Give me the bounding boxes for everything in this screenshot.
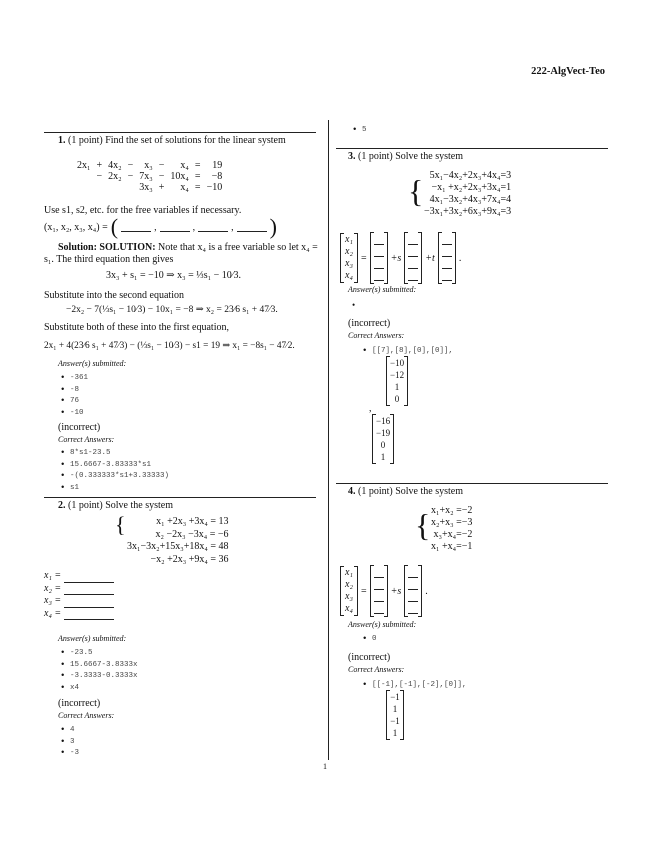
correct-list: [58, 448, 169, 494]
correct-label: Correct Answers:: [58, 435, 115, 444]
equation-row: 2x₁ + 4x₂ − x₃ − x₄ = 19: [77, 160, 223, 171]
system-brace: {: [115, 512, 126, 537]
particular-vector[interactable]: [370, 232, 388, 284]
correct-label: Correct Answers:: [348, 665, 405, 674]
list-item: • -361: [58, 373, 88, 385]
list-item: • s1: [58, 483, 169, 495]
answer-blank-x4[interactable]: [64, 610, 114, 620]
submitted-label: Answer(s) submitted:: [58, 634, 127, 643]
vector-answer-row: x₁ x₂ x₃ x₄ = +s .: [340, 565, 428, 617]
list-item: • 5: [350, 125, 367, 137]
problem-1-header: 1. (1 point) Find the set of solutions for the linear system: [58, 135, 286, 146]
x-vector: x₁ x₂ x₃ x₄: [340, 566, 358, 616]
solution-step-3-intro: Substitute both of these into the first equation,: [44, 322, 229, 333]
particular-vector[interactable]: [370, 565, 388, 617]
answer-blank-x2[interactable]: [160, 222, 190, 232]
vector-comma: ,: [369, 403, 372, 414]
problem-2-answers: x₁ = x₂ = x₃ = x₄ =: [44, 570, 114, 620]
list-item: • -23.5: [58, 648, 138, 660]
submitted-list: [58, 373, 88, 419]
problem-2-system: x₁ +2x₃ +3x₄ = 13 x₂ −2x₃ −3x₄ = −6 3x₁−3x₂+15x₃+18x₄ = 48 −x₂ +2x₃ +9x₄ = 36: [127, 516, 229, 565]
vector-answer-row: x₁ x₂ x₃ x₄ = +s +t .: [340, 232, 461, 284]
submitted-label: Answer(s) submitted:: [58, 359, 127, 368]
solution-intro: Solution: SOLUTION: Note that x₄ is a free variable so let x₄ = s₁. The third equation then gives: [44, 242, 318, 265]
list-item: • 8*s1-23.5: [58, 448, 169, 460]
correct-label: Correct Answers:: [348, 331, 405, 340]
list-item: • -10: [58, 408, 88, 420]
correct-vector-1: −1 1 −1 1: [386, 690, 404, 740]
submitted-list: [350, 300, 365, 312]
column-divider: [328, 120, 329, 760]
list-item: • 15.6667-3.8333x: [58, 660, 138, 672]
status-incorrect: (incorrect): [348, 318, 391, 329]
rule-p3: [336, 148, 608, 149]
continued-list: [350, 125, 367, 137]
problem-1-system: [74, 160, 225, 193]
answer-blank-x3[interactable]: [198, 222, 228, 232]
list-item: • x4: [58, 683, 138, 695]
list-item: • -3.3333-0.3333x: [58, 671, 138, 683]
problem-2-header: 2. (1 point) Solve the system: [58, 500, 173, 511]
system-brace: {: [415, 507, 431, 543]
problem-4-header: 4. (1 point) Solve the system: [348, 486, 463, 497]
correct-vector-1: −10 −12 1 0: [386, 356, 408, 406]
submitted-list: [360, 634, 377, 646]
s-vector[interactable]: [404, 565, 422, 617]
status-incorrect: (incorrect): [348, 652, 391, 663]
answer-blank-x1[interactable]: [121, 222, 151, 232]
problem-3-header: 3. (1 point) Solve the system: [348, 151, 463, 162]
list-item: • 4: [58, 725, 79, 737]
correct-vector-2: −16 −19 0 1: [372, 414, 394, 464]
x-vector: x₁ x₂ x₃ x₄: [340, 233, 358, 283]
free-variable-note: Use s1, s2, etc. for the free variables if necessary.: [44, 205, 242, 216]
list-item: • 0: [360, 634, 377, 646]
correct-list: • [[7],[8],[0],[0]],: [360, 346, 453, 358]
system-brace: {: [408, 173, 424, 209]
answer-blank-x4[interactable]: [237, 222, 267, 232]
problem-3-system: 5x₁−4x₂+2x₃+4x₄=3 −x₁ +x₂+2x₃+3x₄=1 4x₁−3x₂+4x₃+7x₄=4 −3x₁+3x₂+6x₃+9x₄=3: [424, 170, 512, 217]
solution-step-2: −2x₂ − 7(⅓s₁ − 10⁄3) − 10x₁ = −8 ⇒ x₂ = 23⁄6 s₁ + 47⁄3.: [66, 305, 278, 315]
submitted-label: Answer(s) submitted:: [348, 620, 417, 629]
solution-step-2-intro: Substitute into the second equation: [44, 290, 184, 301]
document-code: 222-AlgVect-Teo: [531, 66, 605, 77]
list-item: • -3: [58, 748, 79, 760]
status-incorrect: (incorrect): [58, 698, 101, 709]
submitted-list: [58, 648, 138, 694]
list-item: • 76: [58, 396, 88, 408]
list-item: • -8: [58, 385, 88, 397]
solution-step-1: 3x₃ + s₁ = −10 ⇒ x₃ = ⅓s₁ − 10⁄3.: [106, 270, 241, 281]
equation-row: − 2x₂ − 7x₃ − 10x₄ = −8: [96, 171, 223, 182]
submitted-label: Answer(s) submitted:: [348, 285, 417, 294]
rule-p2: [44, 497, 316, 498]
list-item: • 15.6667-3.83333*s1: [58, 460, 169, 472]
s-vector[interactable]: [404, 232, 422, 284]
solution-step-3: 2x₁ + 4(23⁄6 s₁ + 47⁄3) − (⅓s₁ − 10⁄3) − s1 = 19 ⇒ x₁ = −8s₁ − 47⁄2.: [44, 341, 295, 351]
t-vector[interactable]: [438, 232, 456, 284]
answer-blank-x1[interactable]: [64, 573, 114, 583]
correct-list: • [[-1],[-1],[-2],[0]],: [360, 680, 467, 692]
list-item: • 3: [58, 737, 79, 749]
correct-label: Correct Answers:: [58, 711, 115, 720]
answer-blank-x3[interactable]: [64, 598, 114, 608]
answer-blank-x2[interactable]: [64, 585, 114, 595]
list-item: • -(0.333333*s1+3.33333): [58, 471, 169, 483]
tuple-answer-row: (x₁, x₂, x₃, x₄) = ( , , , ): [44, 214, 277, 239]
rule-p4: [336, 483, 608, 484]
status-incorrect: (incorrect): [58, 422, 101, 433]
correct-list: [58, 725, 79, 760]
page-number: 1: [323, 762, 327, 771]
problem-4-system: x₁+x₂ =−2 x₂+x₃ =−3 x₃+x₄=−2 x₁ +x₄=−1: [431, 505, 473, 552]
rule-p1: [44, 132, 316, 133]
equation-row: 3x₃ + x₄ = −10: [139, 182, 223, 193]
